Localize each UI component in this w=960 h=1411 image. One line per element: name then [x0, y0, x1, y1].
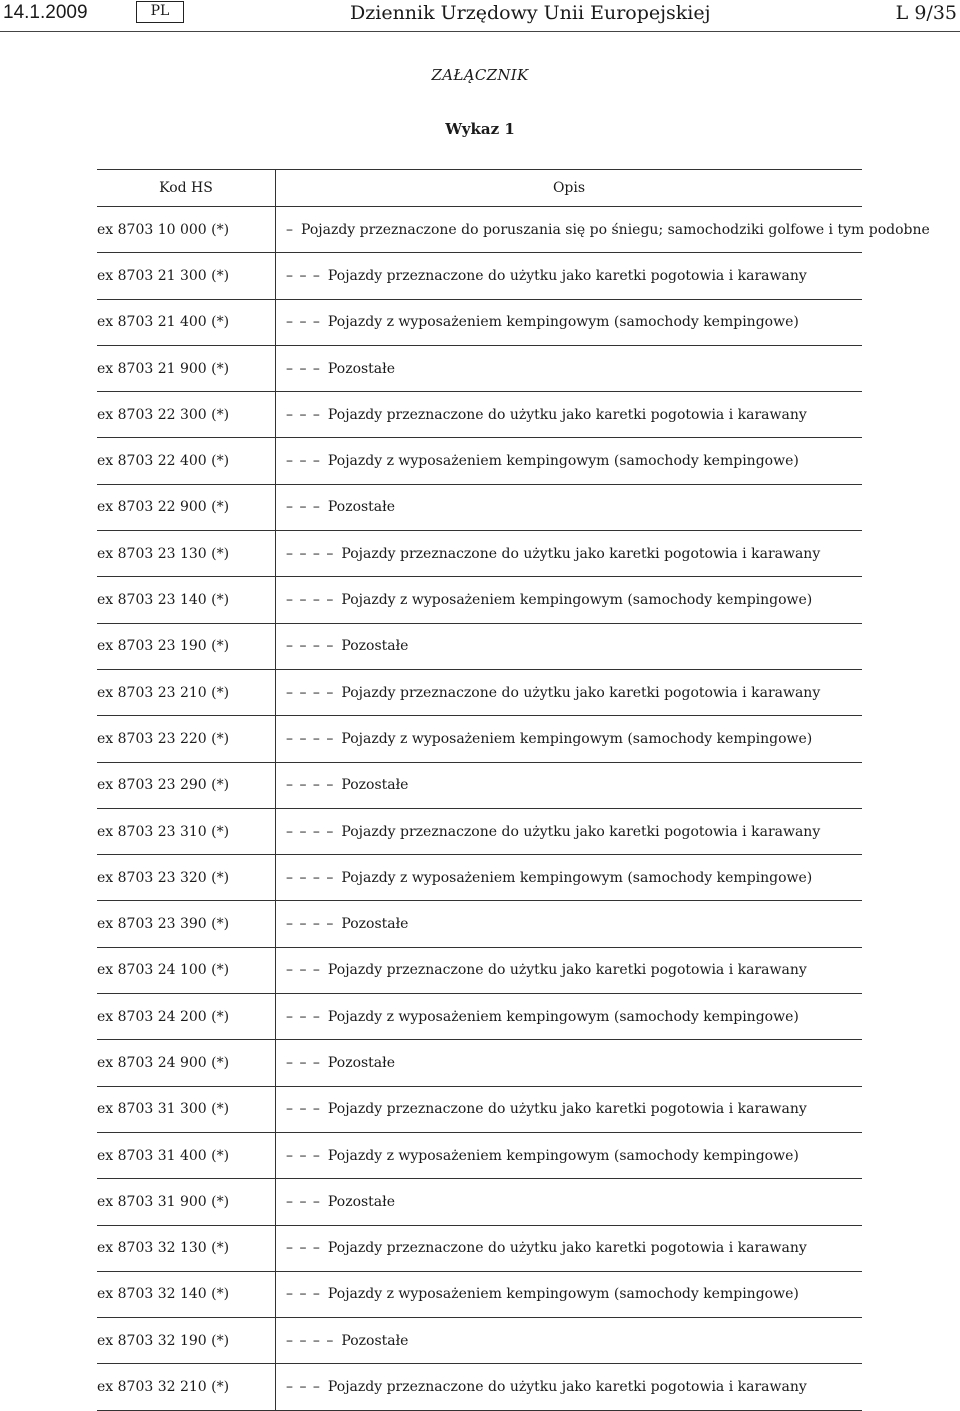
indent-dashes: – – –	[286, 314, 321, 331]
table-row	[97, 994, 862, 1040]
table-row	[97, 1272, 862, 1318]
hs-code-cell: ex 8703 22 300 (*)	[97, 392, 276, 437]
table-row	[97, 1087, 862, 1133]
indent-dashes: – – –	[286, 1286, 321, 1303]
table-row	[97, 438, 862, 484]
description-cell	[276, 763, 862, 808]
indent-dashes: – – –	[286, 499, 321, 516]
hs-code-cell: ex 8703 24 900 (*)	[97, 1040, 276, 1085]
indent-dashes: –	[286, 221, 294, 238]
description-text: Pojazdy z wyposażeniem kempingowym (samochody kempingowe)	[327, 453, 799, 470]
description-text: Pozostałe	[327, 360, 395, 377]
description-cell	[276, 716, 862, 761]
table-row	[97, 670, 862, 716]
indent-dashes: – – –	[286, 453, 321, 470]
description-text: Pojazdy przeznaczone do użytku jako karetki pogotowia i karawany	[341, 684, 821, 701]
indent-dashes: – – –	[286, 1101, 321, 1118]
description-text: Pozostałe	[341, 916, 409, 933]
description-cell	[276, 1133, 862, 1178]
language-badge: PL	[136, 1, 184, 23]
description-cell	[276, 577, 862, 622]
hs-code-cell: ex 8703 23 210 (*)	[97, 670, 276, 715]
table-row	[97, 1318, 862, 1364]
hs-code-cell: ex 8703 22 400 (*)	[97, 438, 276, 483]
description-text: Pojazdy przeznaczone do użytku jako karetki pogotowia i karawany	[327, 962, 807, 979]
table-row	[97, 207, 930, 253]
hs-code-cell: ex 8703 23 290 (*)	[97, 763, 276, 808]
table-row	[97, 901, 862, 947]
description-cell	[276, 1226, 862, 1271]
hs-code-cell: ex 8703 23 310 (*)	[97, 809, 276, 854]
table-row	[97, 485, 862, 531]
hs-code-cell: ex 8703 21 900 (*)	[97, 346, 276, 391]
description-cell	[276, 1364, 862, 1409]
table-row	[97, 300, 862, 346]
indent-dashes: – – –	[286, 1379, 321, 1396]
hs-code-cell: ex 8703 23 140 (*)	[97, 577, 276, 622]
table-row	[97, 624, 862, 670]
description-cell	[276, 624, 862, 669]
description-text: Pojazdy przeznaczone do użytku jako karetki pogotowia i karawany	[327, 1240, 807, 1257]
table-row	[97, 1040, 862, 1086]
description-cell	[276, 1040, 862, 1085]
description-text: Pojazdy z wyposażeniem kempingowym (samochody kempingowe)	[327, 314, 799, 331]
description-text: Pojazdy z wyposażeniem kempingowym (samochody kempingowe)	[341, 869, 813, 886]
indent-dashes: – – – –	[286, 916, 335, 933]
hs-code-cell: ex 8703 31 900 (*)	[97, 1179, 276, 1224]
header-divider	[0, 31, 960, 32]
description-text: Pojazdy przeznaczone do użytku jako karetki pogotowia i karawany	[327, 406, 807, 423]
description-text: Pojazdy z wyposażeniem kempingowym (samochody kempingowe)	[341, 730, 813, 747]
description-cell	[276, 1179, 862, 1224]
table-row	[97, 809, 862, 855]
indent-dashes: – – –	[286, 962, 321, 979]
description-cell	[276, 855, 862, 900]
indent-dashes: – – – –	[286, 777, 335, 794]
description-text: Pozostałe	[341, 1332, 409, 1349]
list-title: Wykaz 1	[445, 120, 515, 138]
indent-dashes: – – –	[286, 406, 321, 423]
description-text: Pojazdy z wyposażeniem kempingowym (samochody kempingowe)	[341, 592, 813, 609]
hs-code-cell: ex 8703 22 900 (*)	[97, 485, 276, 530]
hs-code-cell: ex 8703 32 130 (*)	[97, 1226, 276, 1271]
indent-dashes: – – –	[286, 360, 321, 377]
indent-dashes: – – – –	[286, 823, 335, 840]
publication-date: 14.1.2009	[3, 2, 88, 23]
description-text: Pojazdy z wyposażeniem kempingowym (samochody kempingowe)	[327, 1286, 799, 1303]
annex-title: ZAŁĄCZNIK	[431, 66, 529, 84]
indent-dashes: – – – –	[286, 730, 335, 747]
hs-code-cell: ex 8703 24 200 (*)	[97, 994, 276, 1039]
description-text: Pojazdy przeznaczone do użytku jako karetki pogotowia i karawany	[327, 1379, 807, 1396]
table-row	[97, 392, 862, 438]
description-text: Pozostałe	[341, 777, 409, 794]
description-cell	[276, 346, 862, 391]
page-header	[0, 0, 960, 32]
column-header-description: Opis	[552, 180, 586, 196]
hs-code-cell: ex 8703 32 140 (*)	[97, 1272, 276, 1317]
description-cell	[276, 948, 862, 993]
indent-dashes: – – – –	[286, 592, 335, 609]
journal-title: Dziennik Urzędowy Unii Europejskiej	[350, 2, 711, 24]
description-text: Pozostałe	[327, 1193, 395, 1210]
description-cell	[276, 207, 930, 252]
table-row	[97, 855, 862, 901]
description-cell	[276, 392, 862, 437]
description-cell	[276, 1087, 862, 1132]
hs-code-cell: ex 8703 31 400 (*)	[97, 1133, 276, 1178]
table-row	[97, 763, 862, 809]
description-cell	[276, 994, 862, 1039]
description-text: Pozostałe	[341, 638, 409, 655]
hs-code-table	[97, 169, 930, 1411]
description-text: Pojazdy przeznaczone do użytku jako karetki pogotowia i karawany	[341, 823, 821, 840]
table-row	[97, 948, 862, 994]
hs-code-cell: ex 8703 21 400 (*)	[97, 300, 276, 345]
table-row	[97, 531, 862, 577]
indent-dashes: – – –	[286, 1147, 321, 1164]
description-text: Pojazdy przeznaczone do użytku jako karetki pogotowia i karawany	[327, 1101, 807, 1118]
table-row	[97, 253, 862, 299]
description-cell	[276, 300, 862, 345]
hs-code-cell: ex 8703 32 210 (*)	[97, 1364, 276, 1409]
indent-dashes: – – –	[286, 1008, 321, 1025]
hs-code-cell: ex 8703 31 300 (*)	[97, 1087, 276, 1132]
table-row	[97, 1364, 862, 1410]
description-text: Pojazdy z wyposażeniem kempingowym (samochody kempingowe)	[327, 1147, 799, 1164]
indent-dashes: – – –	[286, 1240, 321, 1257]
indent-dashes: – – –	[286, 267, 321, 284]
hs-code-cell: ex 8703 23 320 (*)	[97, 855, 276, 900]
description-text: Pojazdy przeznaczone do użytku jako karetki pogotowia i karawany	[341, 545, 821, 562]
page-reference: L 9/35	[895, 2, 957, 24]
hs-code-cell: ex 8703 10 000 (*)	[97, 207, 276, 252]
table-row	[97, 346, 862, 392]
indent-dashes: – – – –	[286, 684, 335, 701]
indent-dashes: – – – –	[286, 545, 335, 562]
description-cell	[276, 1318, 862, 1363]
indent-dashes: – – –	[286, 1054, 321, 1071]
table-row	[97, 1179, 862, 1225]
description-text: Pozostałe	[327, 1054, 395, 1071]
table-row	[97, 1226, 862, 1272]
hs-code-cell: ex 8703 23 390 (*)	[97, 901, 276, 946]
description-cell	[276, 438, 862, 483]
description-cell	[276, 485, 862, 530]
indent-dashes: – – – –	[286, 1332, 335, 1349]
hs-code-cell: ex 8703 23 220 (*)	[97, 716, 276, 761]
hs-code-cell: ex 8703 32 190 (*)	[97, 1318, 276, 1363]
indent-dashes: – – –	[286, 1193, 321, 1210]
description-cell	[276, 670, 862, 715]
table-row	[97, 1133, 862, 1179]
description-text: Pojazdy z wyposażeniem kempingowym (samochody kempingowe)	[327, 1008, 799, 1025]
description-text: Pojazdy przeznaczone do użytku jako karetki pogotowia i karawany	[327, 267, 807, 284]
description-cell	[276, 531, 862, 576]
description-cell	[276, 253, 862, 298]
hs-code-cell: ex 8703 23 190 (*)	[97, 624, 276, 669]
table-row	[97, 716, 862, 762]
hs-code-cell: ex 8703 23 130 (*)	[97, 531, 276, 576]
table-header-row	[97, 170, 862, 207]
description-cell	[276, 809, 862, 854]
hs-code-cell: ex 8703 24 100 (*)	[97, 948, 276, 993]
table-row	[97, 577, 862, 623]
description-text: Pojazdy przeznaczone do poruszania się po śniegu; samochodziki golfowe i tym podobne	[301, 221, 930, 238]
description-cell	[276, 1272, 862, 1317]
column-header-code: Kod HS	[97, 170, 276, 206]
indent-dashes: – – – –	[286, 869, 335, 886]
description-cell	[276, 901, 862, 946]
indent-dashes: – – – –	[286, 638, 335, 655]
hs-code-cell: ex 8703 21 300 (*)	[97, 253, 276, 298]
description-text: Pozostałe	[327, 499, 395, 516]
